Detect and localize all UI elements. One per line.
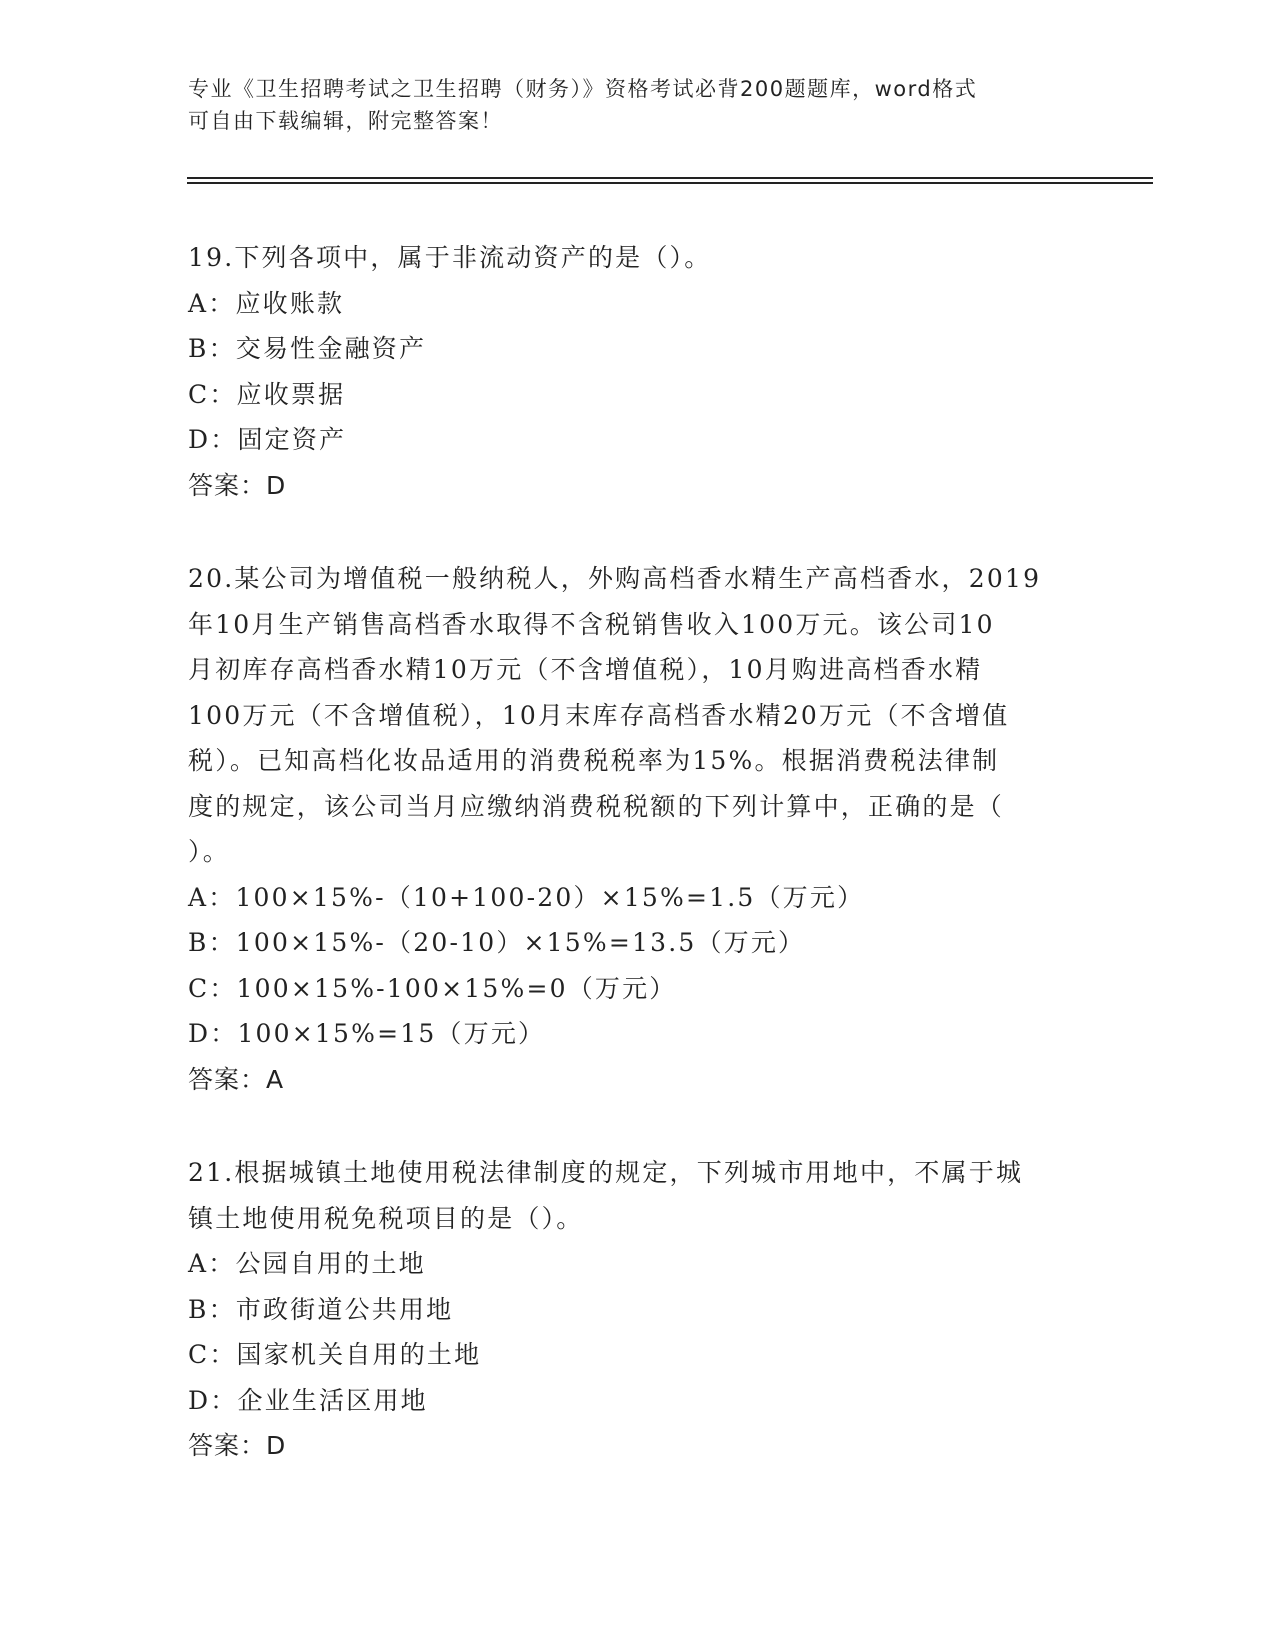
question-stem-line: 19.下列各项中，属于非流动资产的是（）。 — [188, 243, 712, 272]
question-block — [188, 556, 1088, 1102]
header-divider-bottom — [187, 182, 1153, 184]
question-stem-line: 21.根据城镇土地使用税法律制度的规定，下列城市用地中，不属于城 — [188, 1158, 1024, 1187]
question-stem-line: 100万元（不含增值税），10月末库存高档香水精20万元（不含增值 — [188, 700, 1010, 730]
option-c: C：100×15%-100×15%=0（万元） — [188, 973, 677, 1003]
question-list — [188, 235, 1088, 1517]
question-stem-line: 度的规定，该公司当月应缴纳消费税税额的下列计算中，正确的是（ — [188, 791, 1005, 821]
option-b: B：市政街道公共用地 — [188, 1294, 454, 1324]
question-stem-line: 20.某公司为增值税一般纳税人，外购高档香水精生产高档香水，2019 — [188, 564, 1042, 593]
question-block — [188, 235, 1088, 508]
header-line-2: 可自由下载编辑，附完整答案！ — [188, 109, 503, 133]
question-stem-line: 月初库存高档香水精10万元（不含增值税），10月购进高档香水精 — [188, 655, 983, 684]
answer-label: 答案：D — [188, 1431, 287, 1460]
option-a: A：100×15%-（10+100-20）×15%=1.5（万元） — [188, 882, 865, 912]
option-c: C：国家机关自用的土地 — [188, 1340, 482, 1369]
answer-label: 答案：A — [188, 1064, 285, 1094]
option-b: B：交易性金融资产 — [188, 334, 427, 363]
question-stem-line: 税）。已知高档化妆品适用的消费税税率为15%。根据消费税法律制 — [188, 746, 1000, 775]
question-stem-line: 镇土地使用税免税项目的是（）。 — [188, 1203, 584, 1233]
header-line-1: 专业《卫生招聘考试之卫生招聘（财务）》资格考试必背200题题库，word格式 — [188, 77, 978, 101]
question-stem-line: 年10月生产销售高档香水取得不含税销售收入100万元。该公司10 — [188, 609, 995, 639]
question-stem-line: ）。 — [188, 837, 230, 866]
document-header — [188, 73, 1068, 137]
option-c: C：应收票据 — [188, 379, 346, 409]
header-divider-top — [187, 177, 1153, 179]
option-d: D：100×15%=15（万元） — [188, 1019, 546, 1048]
option-a: A：应收账款 — [188, 288, 345, 318]
option-a: A：公园自用的土地 — [188, 1249, 426, 1278]
question-block — [188, 1150, 1088, 1469]
option-b: B：100×15%-（20-10）×15%=13.5（万元） — [188, 928, 806, 957]
option-d: D：企业生活区用地 — [188, 1385, 428, 1415]
option-d: D：固定资产 — [188, 425, 347, 454]
answer-label: 答案：D — [188, 470, 287, 500]
